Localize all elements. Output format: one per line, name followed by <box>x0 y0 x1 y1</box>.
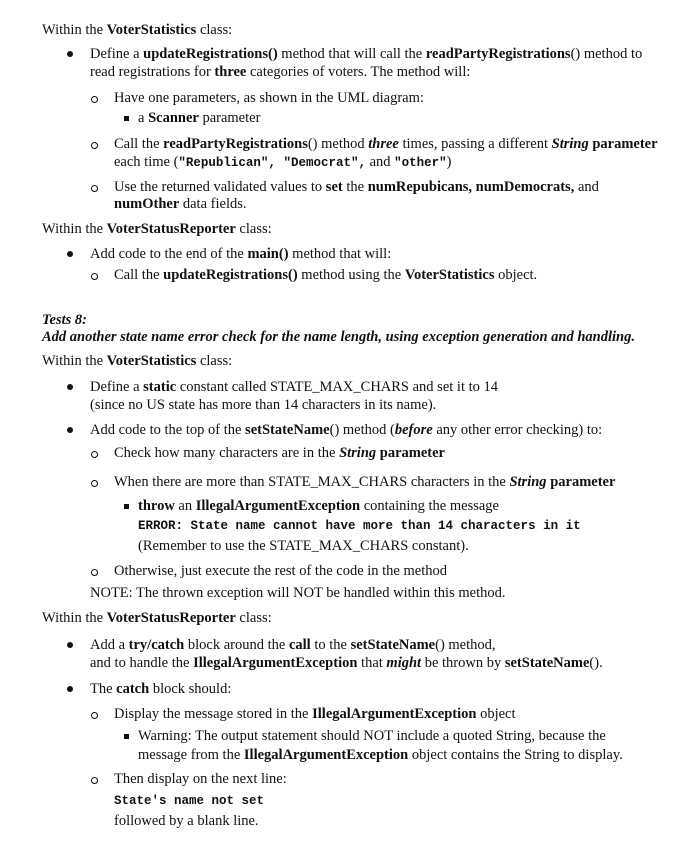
bullet-circle-icon <box>91 569 98 576</box>
sub-list-item: Have one parameters, as shown in the UML diagram: <box>114 90 424 106</box>
note: NOTE: The thrown exception will NOT be handled within this method. <box>90 585 506 601</box>
bullet-circle-icon <box>91 96 98 103</box>
sub-list-item: Then display on the next line: <box>114 771 287 787</box>
output-message-code: State's name not set <box>114 794 265 808</box>
sub-sub-list-item-continuation: (Remember to use the STATE_MAX_CHARS constant). <box>138 538 469 554</box>
list-item: Add code to the end of the main() method that will: <box>90 246 392 262</box>
section-voterstatusreporter-intro: Within the VoterStatusReporter class: <box>42 610 272 626</box>
list-item: Define a updateRegistrations() method that will call the readPartyRegistrations() method to <box>90 46 643 62</box>
error-message-code: ERROR: State name cannot have more than 14 characters in it <box>138 519 581 533</box>
section-voterstatistics-intro: Within the VoterStatistics class: <box>42 22 233 38</box>
bullet-disc-icon <box>67 51 73 57</box>
sub-list-item: Otherwise, just execute the rest of the code in the method <box>114 563 447 579</box>
tests-heading: Tests 8: <box>42 312 87 328</box>
bullet-disc-icon <box>67 427 73 433</box>
section-voterstatusreporter-intro: Within the VoterStatusReporter class: <box>42 221 272 237</box>
list-item-continuation: (since no US state has more than 14 characters in its name). <box>90 397 437 413</box>
sub-list-item: When there are more than STATE_MAX_CHARS characters in the String parameter <box>114 474 616 490</box>
list-item-continuation: read registrations for three categories of voters. The method will: <box>90 64 471 80</box>
sub-list-item: Use the returned validated values to set the numRepubicans, numDemocrats, and <box>114 179 599 195</box>
tests-subheading: Add another state name error check for the name length, using exception generation and handling. <box>42 329 635 345</box>
sub-list-item-continuation: each time ("Republican", "Democrat", and "other") <box>114 154 452 170</box>
bullet-square-icon <box>124 504 129 509</box>
sub-sub-list-item-continuation: message from the IllegalArgumentException object contains the String to display. <box>138 747 623 763</box>
bullet-circle-icon <box>91 142 98 149</box>
bullet-circle-icon <box>91 712 98 719</box>
section-voterstatistics-intro: Within the VoterStatistics class: <box>42 353 233 369</box>
sub-list-item: Display the message stored in the IllegalArgumentException object <box>114 706 516 722</box>
bullet-circle-icon <box>91 480 98 487</box>
sub-sub-list-item: a Scanner parameter <box>138 110 261 126</box>
bullet-circle-icon <box>91 185 98 192</box>
sub-list-item: Call the readPartyRegistrations() method three times, passing a different String parameter <box>114 136 658 152</box>
list-item: Add code to the top of the setStateName() method (before any other error checking) to: <box>90 422 603 438</box>
list-item-continuation: and to handle the IllegalArgumentException that might be thrown by setStateName(). <box>90 655 603 671</box>
bullet-square-icon <box>124 116 129 121</box>
bullet-disc-icon <box>67 686 73 692</box>
list-item: Add a try/catch block around the call to the setStateName() method, <box>90 637 496 653</box>
sub-sub-list-item: throw an IllegalArgumentException containing the message <box>138 498 499 514</box>
bullet-disc-icon <box>67 384 73 390</box>
list-item: Define a static constant called STATE_MAX_CHARS and set it to 14 <box>90 379 498 395</box>
bullet-circle-icon <box>91 451 98 458</box>
sub-sub-list-item: Warning: The output statement should NOT include a quoted String, because the <box>138 728 606 744</box>
sub-list-item-continuation: followed by a blank line. <box>114 813 259 829</box>
bullet-disc-icon <box>67 251 73 257</box>
bullet-circle-icon <box>91 273 98 280</box>
bullet-circle-icon <box>91 777 98 784</box>
sub-list-item: Call the updateRegistrations() method using the VoterStatistics object. <box>114 267 538 283</box>
list-item: The catch block should: <box>90 681 232 697</box>
sub-list-item-continuation: numOther data fields. <box>114 196 247 212</box>
sub-list-item: Check how many characters are in the String parameter <box>114 445 445 461</box>
bullet-disc-icon <box>67 642 73 648</box>
bullet-square-icon <box>124 734 129 739</box>
